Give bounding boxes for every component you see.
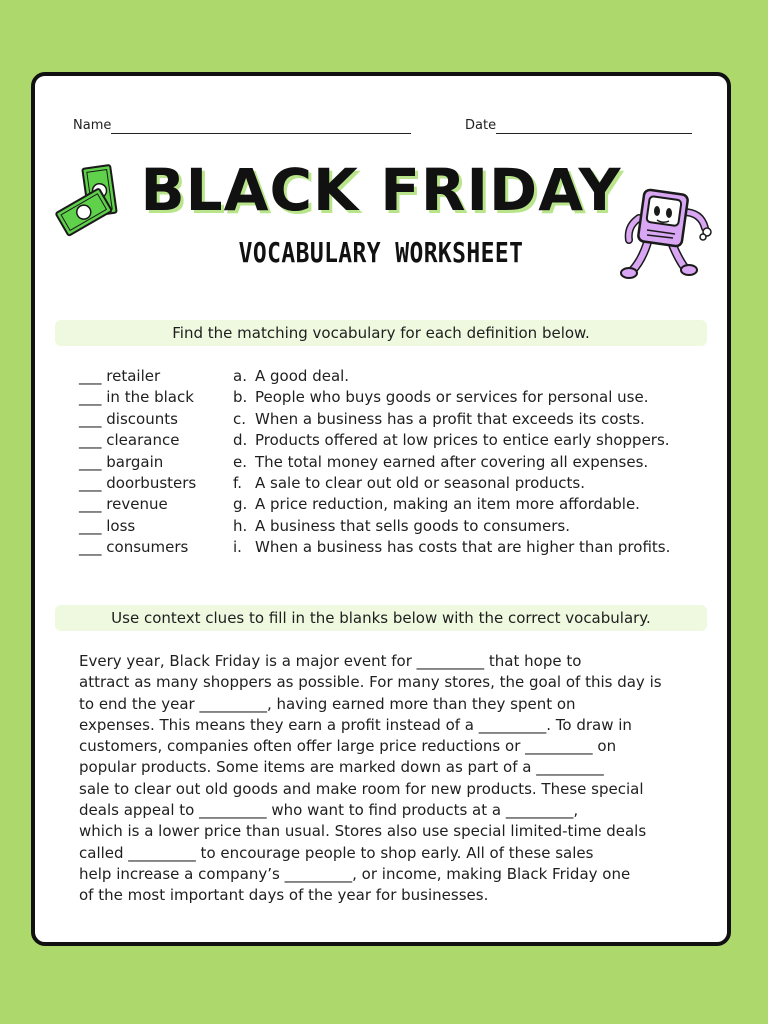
definition-letter: b.	[233, 388, 248, 407]
paragraph-line: to end the year _________, having earned more than they spent on	[79, 694, 576, 713]
matching-instructions: Find the matching vocabulary for each definition below.	[55, 320, 707, 346]
definition-text: Products offered at low prices to entice early shoppers.	[255, 431, 670, 450]
term-item[interactable]: ___ discounts	[79, 409, 178, 428]
term-item[interactable]: ___ retailer	[79, 367, 161, 385]
worksheet-card	[31, 72, 731, 946]
term-item[interactable]: ___ revenue	[79, 495, 168, 514]
paragraph-line: Every year, Black Friday is a major event for _________ that hope to	[79, 652, 582, 670]
paragraph-line: called _________ to encourage people to shop early. All of these sales	[79, 843, 594, 862]
paragraph-line: customers, companies often offer large price reductions or _________ on	[79, 737, 617, 756]
definition-text: A sale to clear out old or seasonal products.	[255, 474, 586, 493]
definition-text: When a business has a profit that exceeds its costs.	[255, 409, 645, 428]
definition-text: The total money earned after covering all expenses.	[255, 452, 649, 471]
paragraph-line: attract as many shoppers as possible. For many stores, the goal of this day is	[79, 673, 662, 692]
context-paragraph	[79, 651, 699, 907]
paragraph-line: which is a lower price than usual. Stores also use special limited-time deals	[79, 822, 647, 841]
definition-text: A good deal.	[255, 367, 350, 385]
definition-letter: h.	[233, 516, 248, 535]
name-line[interactable]	[111, 119, 411, 134]
definition-letter: f.	[233, 474, 242, 493]
page-title: BLACK FRIDAY	[140, 156, 622, 224]
name-label: Name	[73, 118, 112, 133]
paragraph-line: expenses. This means they earn a profit instead of a _________. To draw in	[79, 715, 632, 734]
term-item[interactable]: ___ consumers	[79, 538, 189, 557]
paragraph-line: deals appeal to _________ who want to find products at a _________,	[79, 801, 579, 820]
definition-letter: c.	[233, 409, 247, 428]
walking-computer-icon	[617, 182, 717, 282]
paragraph-line: popular products. Some items are marked down as part of a _________	[79, 758, 604, 777]
name-field[interactable]	[73, 118, 411, 134]
definition-letter: a.	[233, 367, 247, 385]
paragraph-line: help increase a company’s _________, or income, making Black Friday one	[79, 864, 631, 883]
definition-list	[233, 366, 713, 559]
definition-item	[233, 516, 713, 537]
definition-item	[233, 494, 713, 515]
context-instructions: Use context clues to fill in the blanks below with the correct vocabulary.	[55, 605, 707, 631]
term-item[interactable]: ___ doorbusters	[79, 474, 197, 493]
definition-letter: e.	[233, 452, 247, 471]
definition-letter: i.	[233, 538, 242, 557]
definition-text: A price reduction, making an item more affordable.	[255, 495, 640, 514]
definition-item	[233, 473, 713, 494]
definition-text: A business that sells goods to consumers.	[255, 516, 571, 535]
paragraph-line: sale to clear out old goods and make room for new products. These special	[79, 779, 644, 798]
date-field[interactable]	[465, 118, 692, 134]
definition-letter: g.	[233, 495, 248, 514]
date-label: Date	[465, 118, 497, 133]
page-subtitle: VOCABULARY WORKSHEET	[238, 236, 524, 269]
name-date-row	[73, 118, 693, 138]
definition-item	[233, 452, 713, 473]
definition-letter: d.	[233, 431, 248, 450]
definition-text: People who buys goods or services for personal use.	[255, 388, 649, 407]
definition-item	[233, 366, 713, 387]
term-item[interactable]: ___ in the black	[79, 388, 194, 407]
definition-item	[233, 430, 713, 451]
term-item[interactable]: ___ clearance	[79, 431, 180, 450]
date-line[interactable]	[496, 119, 692, 134]
term-item[interactable]: ___ bargain	[79, 452, 164, 471]
term-list	[79, 366, 239, 559]
definition-item	[233, 387, 713, 408]
paragraph-line: of the most important days of the year for businesses.	[79, 886, 489, 905]
term-item[interactable]: ___ loss	[79, 516, 136, 535]
definition-item	[233, 537, 713, 558]
definition-item	[233, 409, 713, 430]
definition-text: When a business has costs that are higher than profits.	[255, 538, 671, 557]
